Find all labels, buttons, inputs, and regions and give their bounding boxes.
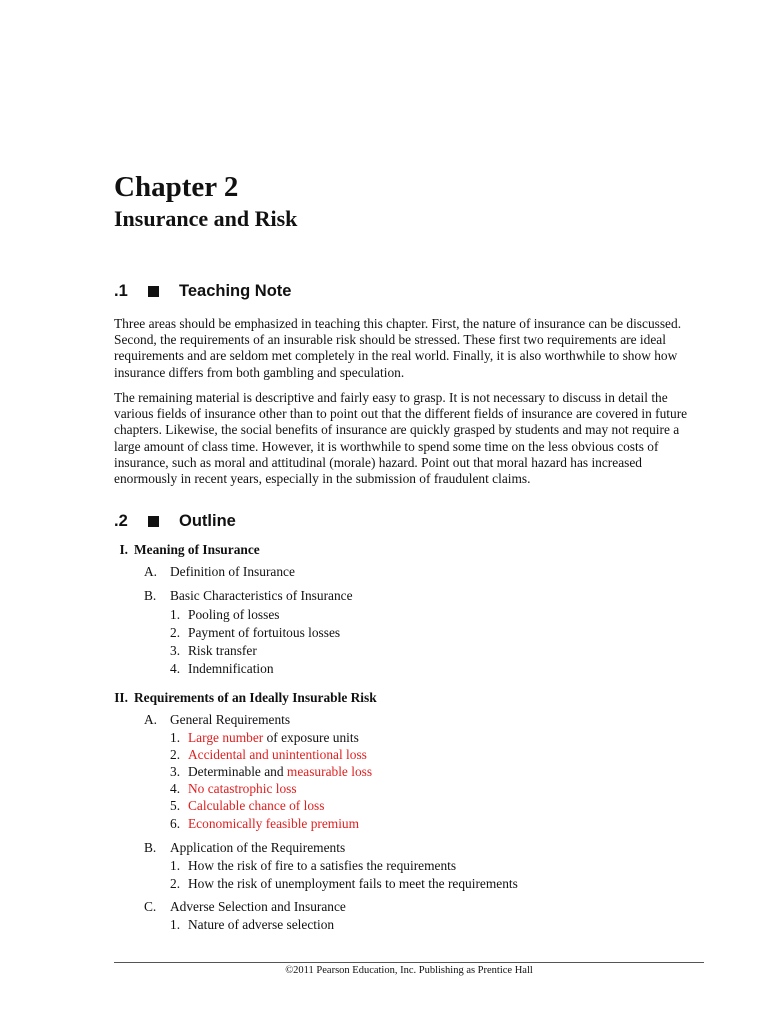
chapter-title: Chapter 2: [114, 171, 239, 203]
highlighted-text: Economically feasible premium: [188, 816, 360, 831]
list-number: 3.: [170, 643, 181, 658]
outline-item-II-C: [144, 899, 346, 915]
highlighted-text: measurable loss: [286, 764, 373, 779]
list-number: 4.: [170, 661, 181, 676]
list-item-text: of exposure units: [263, 730, 359, 745]
footer-copyright: ©2011 Pearson Education, Inc. Publishing as Prentice Hall: [285, 965, 533, 976]
highlighted-text: No catastrophic loss: [188, 781, 297, 796]
outline-item-I-A: [144, 564, 295, 580]
section-number: .1: [114, 282, 128, 300]
list-number: 1.: [170, 607, 181, 622]
list-item: [170, 798, 324, 814]
list-number: 1.: [170, 917, 181, 932]
outline-letter: C.: [144, 899, 157, 914]
highlighted-text: Accidental and unintentional loss: [188, 747, 367, 762]
footer-divider: [114, 962, 704, 963]
outline-item-text: Adverse Selection and Insurance: [170, 899, 346, 914]
list-item: [170, 661, 274, 677]
list-item-text: Risk transfer: [188, 643, 257, 658]
list-item: [170, 876, 518, 892]
list-item: [170, 607, 280, 623]
list-item: [170, 730, 359, 746]
list-item: [170, 917, 334, 933]
highlighted-text: Calculable chance of loss: [188, 798, 325, 813]
list-item: [170, 858, 456, 874]
list-number: 1.: [170, 730, 181, 745]
teaching-note-paragraph-2: The remaining material is descriptive and fairly easy to grasp. It is not necessary to discuss in detail the various fields of insurance other than to point out that the different fields of insurance are covered in future chapters. Likewise, the social benefits of insurance are quickly grasped by students and may not require a large amount of class time. However, it is worthwhile to spend some time on the less obvious costs of insurance, such as moral and attitudinal (morale) hazard. Point out that moral hazard has increased enormously in recent years, especially in the submission of fraudulent claims.: [114, 390, 688, 487]
section-heading-teaching-note: [114, 282, 291, 302]
list-number: 1.: [170, 858, 181, 873]
teaching-note-paragraph-1: Three areas should be emphasized in teaching this chapter. First, the nature of insurance can be discussed. Second, the requirements of an insurable risk should be stressed. These first two requirements are ideal requirements and are seldom met completely in the real world. Finally, it is also worthwhile to show how insurance differs from both gambling and speculation.: [114, 316, 682, 380]
section-heading-outline: [114, 512, 236, 532]
outline-item-I-B: [144, 588, 353, 604]
outline-heading-II: [98, 690, 377, 706]
outline-roman: II.: [114, 690, 128, 705]
outline-item-text: Basic Characteristics of Insurance: [170, 588, 353, 603]
chapter-subtitle: Insurance and Risk: [114, 206, 298, 231]
list-number: 2.: [170, 876, 181, 891]
square-bullet-icon: [148, 516, 159, 527]
outline-item-text: Application of the Requirements: [170, 840, 346, 855]
list-item: [170, 625, 340, 641]
outline-letter: A.: [144, 564, 158, 579]
outline-item-II-A: [144, 712, 290, 728]
list-item-text: Nature of adverse selection: [188, 917, 335, 932]
outline-heading-I: [98, 542, 260, 558]
list-item: [170, 781, 297, 797]
list-item-text: How the risk of fire to a satisfies the requirements: [188, 858, 457, 873]
outline-heading-text: Requirements of an Ideally Insurable Risk: [134, 690, 377, 705]
section-number: .2: [114, 512, 128, 530]
outline-item-II-B: [144, 840, 345, 856]
list-item: [170, 816, 359, 832]
list-number: 5.: [170, 798, 181, 813]
list-item: [170, 643, 257, 659]
section-title: Teaching Note: [179, 282, 292, 300]
section-title: Outline: [179, 512, 236, 530]
list-number: 3.: [170, 764, 181, 779]
list-item: [170, 747, 367, 763]
outline-letter: B.: [144, 588, 157, 603]
outline-item-text: Definition of Insurance: [170, 564, 295, 579]
list-number: 6.: [170, 816, 181, 831]
list-item-text: How the risk of unemployment fails to meet the requirements: [188, 876, 518, 891]
square-bullet-icon: [148, 286, 159, 297]
highlighted-text: Large number: [188, 730, 264, 745]
list-item-text: Payment of fortuitous losses: [188, 625, 341, 640]
list-item-text: Determinable and: [188, 764, 287, 779]
list-item-text: Indemnification: [188, 661, 274, 676]
list-number: 2.: [170, 625, 181, 640]
list-item: [170, 764, 372, 780]
list-item-text: Pooling of losses: [188, 607, 280, 622]
list-number: 4.: [170, 781, 181, 796]
outline-letter: A.: [144, 712, 158, 727]
outline-item-text: General Requirements: [170, 712, 291, 727]
outline-roman: I.: [119, 542, 128, 557]
outline-letter: B.: [144, 840, 157, 855]
list-number: 2.: [170, 747, 181, 762]
outline-heading-text: Meaning of Insurance: [134, 542, 260, 557]
